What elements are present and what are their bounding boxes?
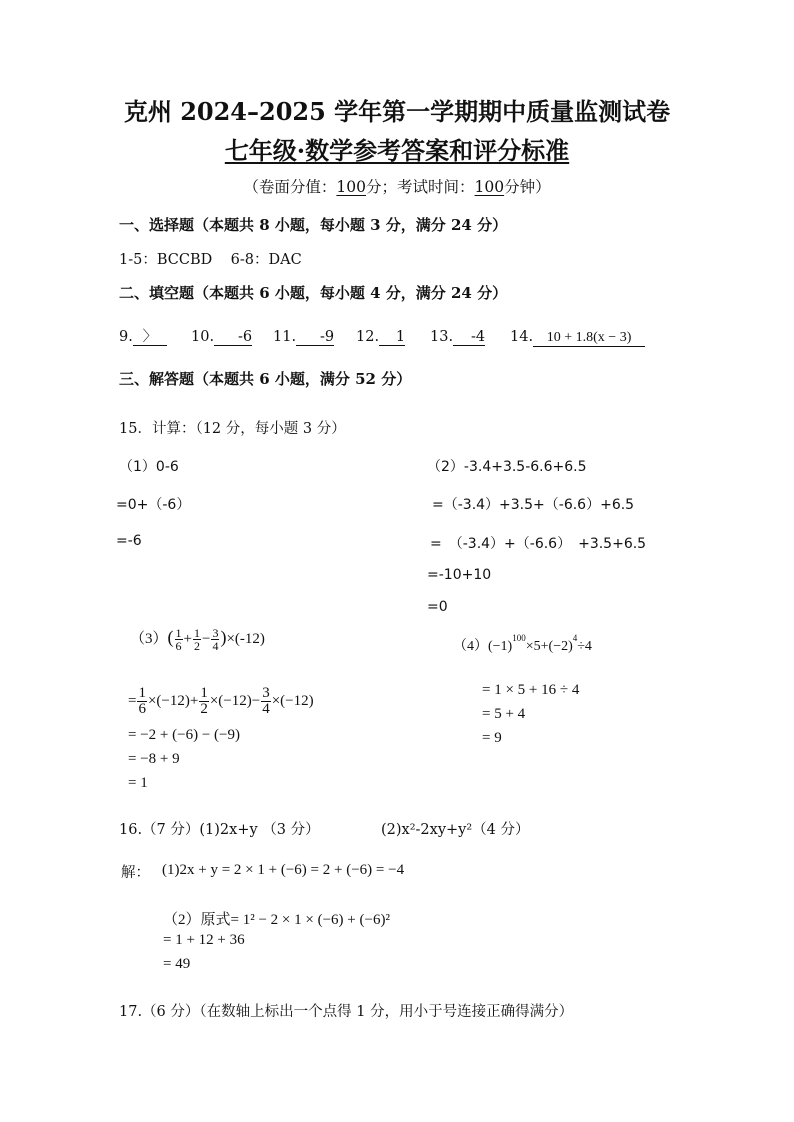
fill-answer: -9 [296, 329, 334, 346]
q16-line1: (1)2x + y = 2 × 1 + (−6) = 2 + (−6) = −4 [162, 862, 405, 878]
q15-p3-step3: = −8 + 9 [128, 751, 180, 767]
q17-title: 17.（6 分）（在数轴上标出一个点得 1 分，用小于号连接正确得满分） [119, 1004, 574, 1020]
document-subtitle [0, 131, 794, 166]
fill-answer: 1 [379, 329, 405, 346]
q15-p1-line1: （1）0-6 [119, 459, 179, 475]
score-value: 100 [336, 178, 366, 196]
section2-heading: 二、填空题（本题共 6 小题，每小题 4 分，满分 24 分） [119, 284, 508, 302]
p3-label: （3） [130, 631, 168, 647]
q16-title-part1: 16.（7 分）(1)2x+y （3 分） [119, 822, 320, 838]
q15-p2-line3: = （-3.4）+（-6.6） +3.5+6.5 [430, 536, 647, 552]
fill-answer: 10 + 1.8(x − 3) [533, 330, 645, 347]
q16-solution-label: 解： [121, 865, 150, 881]
q15-p4-step1: = 1 × 5 + 16 ÷ 4 [482, 682, 580, 698]
fill-num: 10. [191, 329, 215, 345]
fill-item-12 [356, 329, 405, 346]
subtitle-text: 七年级·数学参考答案和评分标准 [224, 136, 570, 165]
fill-num: 9. [119, 329, 133, 345]
fill-num: 14. [510, 329, 534, 345]
document-title: 克州 2024–2025 学年第一学期期中质量监测试卷 [123, 97, 671, 126]
q15-p2-line4: =-10+10 [427, 567, 492, 583]
time-value: 100 [474, 178, 505, 196]
fill-item-9 [119, 329, 167, 346]
q15-p2-line1: （2）-3.4+3.5-6.6+6.5 [427, 459, 587, 475]
q15-title: 15．计算：（12 分，每小题 3 分） [119, 421, 346, 437]
section3-heading: 三、解答题（本题共 6 小题，满分 52 分） [119, 370, 412, 388]
q15-p2-line2: =（-3.4）+3.5+（-6.6）+6.5 [432, 497, 635, 513]
q15-p3-step1: = $\frac{1}{6}$ ×(−12)+ $\frac{1}{2}$ ×(−12)− $\frac{3}{4}$ ×(−12) [128, 685, 314, 717]
exam-meta [0, 175, 794, 197]
q15-p2-line5: =0 [427, 599, 448, 615]
q15-p4-expression: $(4)(-1)^{100}\times 5+(-2)^4\div 4$ [453, 633, 592, 654]
p4-label: （4） [453, 639, 488, 654]
q15-p4-step3: = 9 [482, 730, 502, 746]
q16-line2-expr: = 1² − 2 × 1 × (−6) + (−6)² [230, 912, 390, 928]
q15-p1-line2: =0+（-6） [116, 497, 191, 513]
meta-prefix: （卷面分值： [243, 178, 337, 196]
fill-answer: -6 [214, 329, 252, 346]
fill-item-11 [273, 329, 334, 346]
q16-title-part2: (2)x²-2xy+y²（4 分） [381, 822, 530, 838]
fill-num: 12. [356, 329, 380, 345]
fill-answer: -4 [453, 329, 485, 346]
fill-item-13 [430, 329, 485, 346]
section1-answers: 1-5：BCCBD 6-8：DAC [119, 252, 302, 268]
meta-mid: 分；考试时间： [365, 178, 475, 196]
q16-line4: = 49 [163, 956, 191, 972]
q16-line3: = 1 + 12 + 36 [163, 932, 245, 948]
fill-num: 11. [273, 329, 297, 345]
q16-line2 [163, 908, 390, 929]
q15-p3-step4: = 1 [128, 775, 148, 791]
q15-p3-expression: （3）( $\frac{1}{6}$ + $\frac{1}{2}$ − $\frac{3}{4}$ )×(-12) [130, 626, 265, 654]
fill-answer: 〉 [133, 329, 167, 346]
q15-p4-step2: = 5 + 4 [482, 706, 526, 722]
fill-item-10 [191, 329, 252, 346]
meta-suffix: 分钟） [504, 178, 551, 196]
q15-p3-step2: = −2 + (−6) − (−9) [128, 727, 240, 743]
section1-heading: 一、选择题（本题共 8 小题，每小题 3 分，满分 24 分） [119, 216, 508, 234]
q16-line2-label: （2）原式 [163, 912, 231, 928]
q15-p1-line3: =-6 [116, 533, 142, 549]
fill-item-14 [510, 329, 645, 347]
fill-num: 13. [430, 329, 454, 345]
